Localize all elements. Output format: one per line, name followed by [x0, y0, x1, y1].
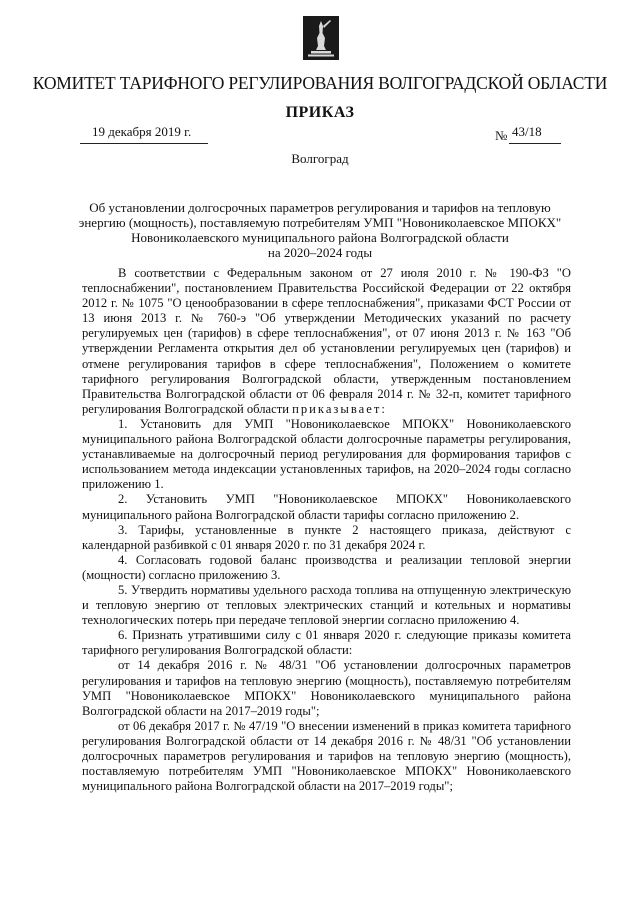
- subject-line: на 2020–2024 годы: [267, 245, 373, 260]
- city: Волгоград: [291, 151, 349, 166]
- item-paragraph: 4. Согласовать годовой баланс производства и реализации тепловой энергии (мощности) согласно приложению 3.: [82, 552, 571, 582]
- order-body: [82, 266, 571, 794]
- repealed-order-paragraph: от 06 декабря 2017 г. № 47/19 "О внесении изменений в приказ комитета тарифного регулирования Волгоградской области от 14 декабря 2016 г. № 48/31 "Об установлении долгосрочных параметров регулирования и тарифов на тепловую энергию (мощность), поставляемую потребителям УМП "Новониколаевское МПОКХ" Новониколаевского муниципального района Волгоградской области на 2017–2019 годы";: [82, 718, 571, 794]
- item-paragraph: 5. Утвердить нормативы удельного расхода топлива на отпущенную электрическую и тепловую энергию от тепловых электрических станций и котельных и нормативы технологических потерь при передаче тепловой энергии согласно приложению 4.: [82, 582, 571, 628]
- orders-word: приказывает:: [292, 401, 387, 416]
- item-paragraph: 3. Тарифы, установленные в пункте 2 настоящего приказа, действуют с календарной разбивкой с 01 января 2020 г. по 31 декабря 2024 г.: [82, 522, 571, 552]
- committee-name: КОМИТЕТ ТАРИФНОГО РЕГУЛИРОВАНИЯ ВОЛГОГРАДСКОЙ ОБЛАСТИ: [32, 73, 608, 93]
- number-label: №: [495, 128, 508, 143]
- item-paragraph: 2. Установить УМП "Новониколаевское МПОКХ" Новониколаевского муниципального района Волгоградской области тарифы согласно приложению 2.: [82, 492, 571, 522]
- subject-line: Новониколаевского муниципального района Волгоградской области: [131, 230, 509, 245]
- repealed-order-paragraph: от 14 декабря 2016 г. № 48/31 "Об установлении долгосрочных параметров регулирования и тарифов на тепловую энергию (мощность), поставляемую потребителям УМП "Новониколаевское МПОКХ" Новониколаевского муниципального района Волгоградской области на 2017–2019 годы";: [82, 658, 571, 718]
- preamble-paragraph: [82, 266, 571, 417]
- order-date: 19 декабря 2019 г.: [92, 124, 192, 139]
- order-number: 43/18: [512, 124, 542, 139]
- preamble-text: В соответствии с Федеральным законом от 27 июля 2010 г. № 190-ФЗ "О теплоснабжении", постановлением Правительства Российской Федерации от 22 октября 2012 г. № 1075 "О ценообразовании в сфере теплоснабжения", приказами ФСТ России от 13 июня 2013 г. № 760-э "Об утверждении Методических указаний по расчету регулируемых цен (тарифов) в сфере теплоснабжения", от 07 июня 2013 г. № 163 "Об утверждении Регламента открытия дел об установлении регулируемых цен (тарифов) и отмене регулирования тарифов в сфере теплоснабжения", Положением о комитете тарифного регулирования Волгоградской области, утвержденным постановлением Правительства Волгоградской области от 06 февраля 2014 г. № 32-п, комитет тарифного регулирования Волгоградской области: [82, 266, 571, 416]
- order-subject: [70, 200, 570, 260]
- coat-of-arms-icon: [303, 16, 339, 60]
- number-underline: [509, 143, 561, 144]
- item-paragraph: 6. Признать утратившими силу с 01 января 2020 г. следующие приказы комитета тарифного регулирования Волгоградской области:: [82, 628, 571, 658]
- subject-line: энергию (мощность), поставляемую потребителям УМП "Новониколаевское МПОКХ": [78, 215, 562, 230]
- order-title: ПРИКАЗ: [285, 104, 355, 121]
- date-underline: [80, 143, 208, 144]
- item-paragraph: 1. Установить для УМП "Новониколаевское МПОКХ" Новониколаевского муниципального района Волгоградской области долгосрочные параметры регулирования, устанавливаемые на долгосрочный период регулирования для формирования тарифов с использованием метода индексации установленных тарифов, на 2020–2024 годы согласно приложению 1.: [82, 416, 571, 492]
- subject-line: Об установлении долгосрочных параметров регулирования и тарифов на тепловую: [89, 200, 551, 215]
